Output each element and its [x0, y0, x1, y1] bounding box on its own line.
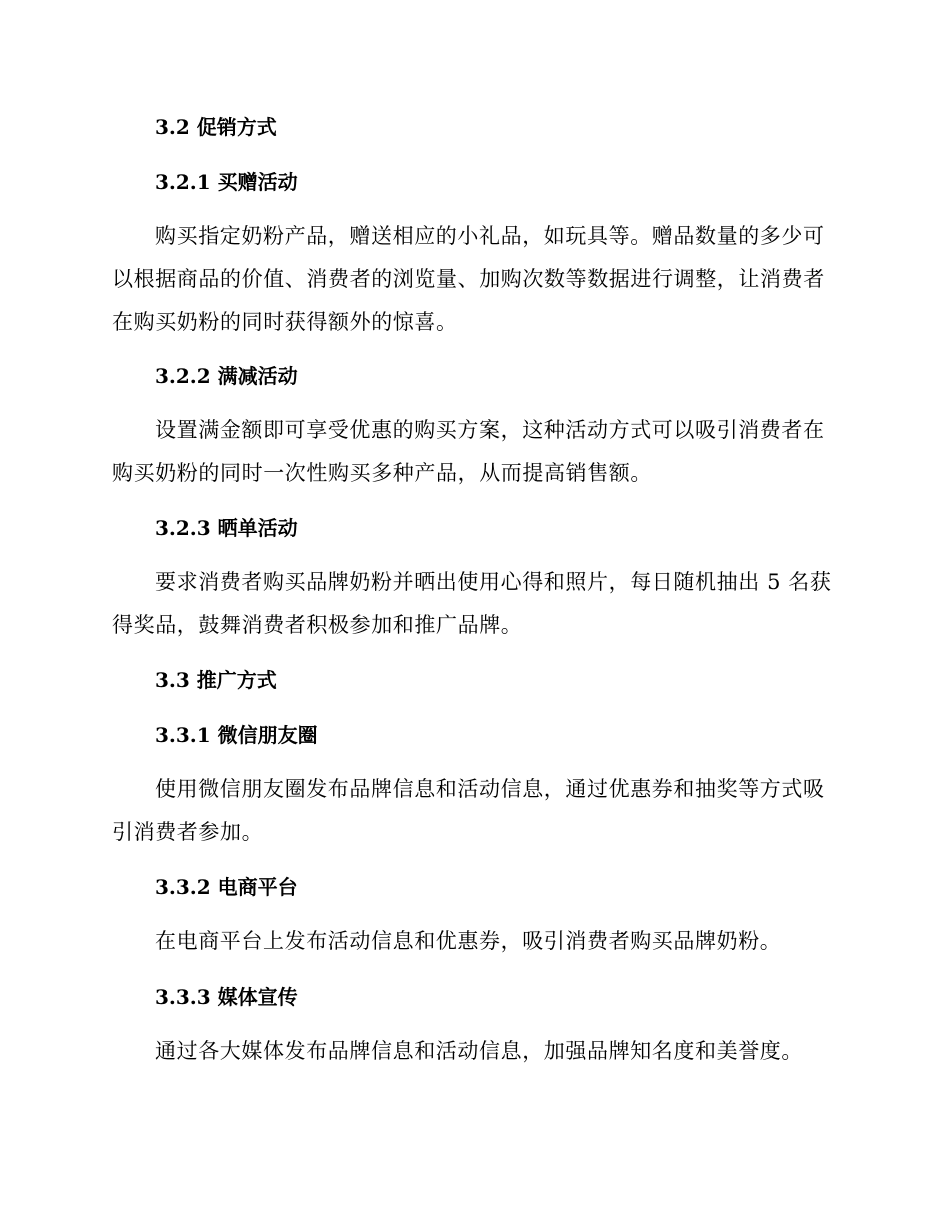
section-body-3-2-1: 购买指定奶粉产品，赠送相应的小礼品，如玩具等。赠品数量的多少可以根据商品的价值、消费者的浏览量、加购次数等数据进行调整，让消费者在购买奶粉的同时获得额外的惊喜。	[112, 224, 825, 334]
section-body-3-2-2: 设置满金额即可享受优惠的购买方案，这种活动方式可以吸引消费者在购买奶粉的同时一次性购买多种产品，从而提高销售额。	[112, 418, 825, 485]
section-body-3-2-3: 要求消费者购买品牌奶粉并晒出使用心得和照片，每日随机抽出 5 名获得奖品，鼓舞消费者积极参加和推广品牌。	[112, 570, 832, 637]
section-heading-3-3-3: 3.3.3 媒体宣传	[155, 985, 298, 1009]
section-heading-3-2-1: 3.2.1 买赠活动	[155, 170, 298, 194]
section-heading-3-3: 3.3 推广方式	[155, 668, 277, 692]
section-heading-3-3-1: 3.3.1 微信朋友圈	[155, 723, 318, 747]
section-heading-3-2-3: 3.2.3 晒单活动	[155, 516, 298, 540]
section-heading-3-2: 3.2 促销方式	[155, 115, 277, 139]
section-body-3-3-3: 通过各大媒体发布品牌信息和活动信息，加强品牌知名度和美誉度。	[155, 1039, 803, 1063]
section-heading-3-3-2: 3.3.2 电商平台	[155, 875, 298, 899]
section-body-3-3-1: 使用微信朋友圈发布品牌信息和活动信息，通过优惠券和抽奖等方式吸引消费者参加。	[112, 777, 825, 844]
section-body-3-3-2: 在电商平台上发布活动信息和优惠券，吸引消费者购买品牌奶粉。	[155, 929, 782, 953]
section-heading-3-2-2: 3.2.2 满减活动	[155, 364, 298, 388]
